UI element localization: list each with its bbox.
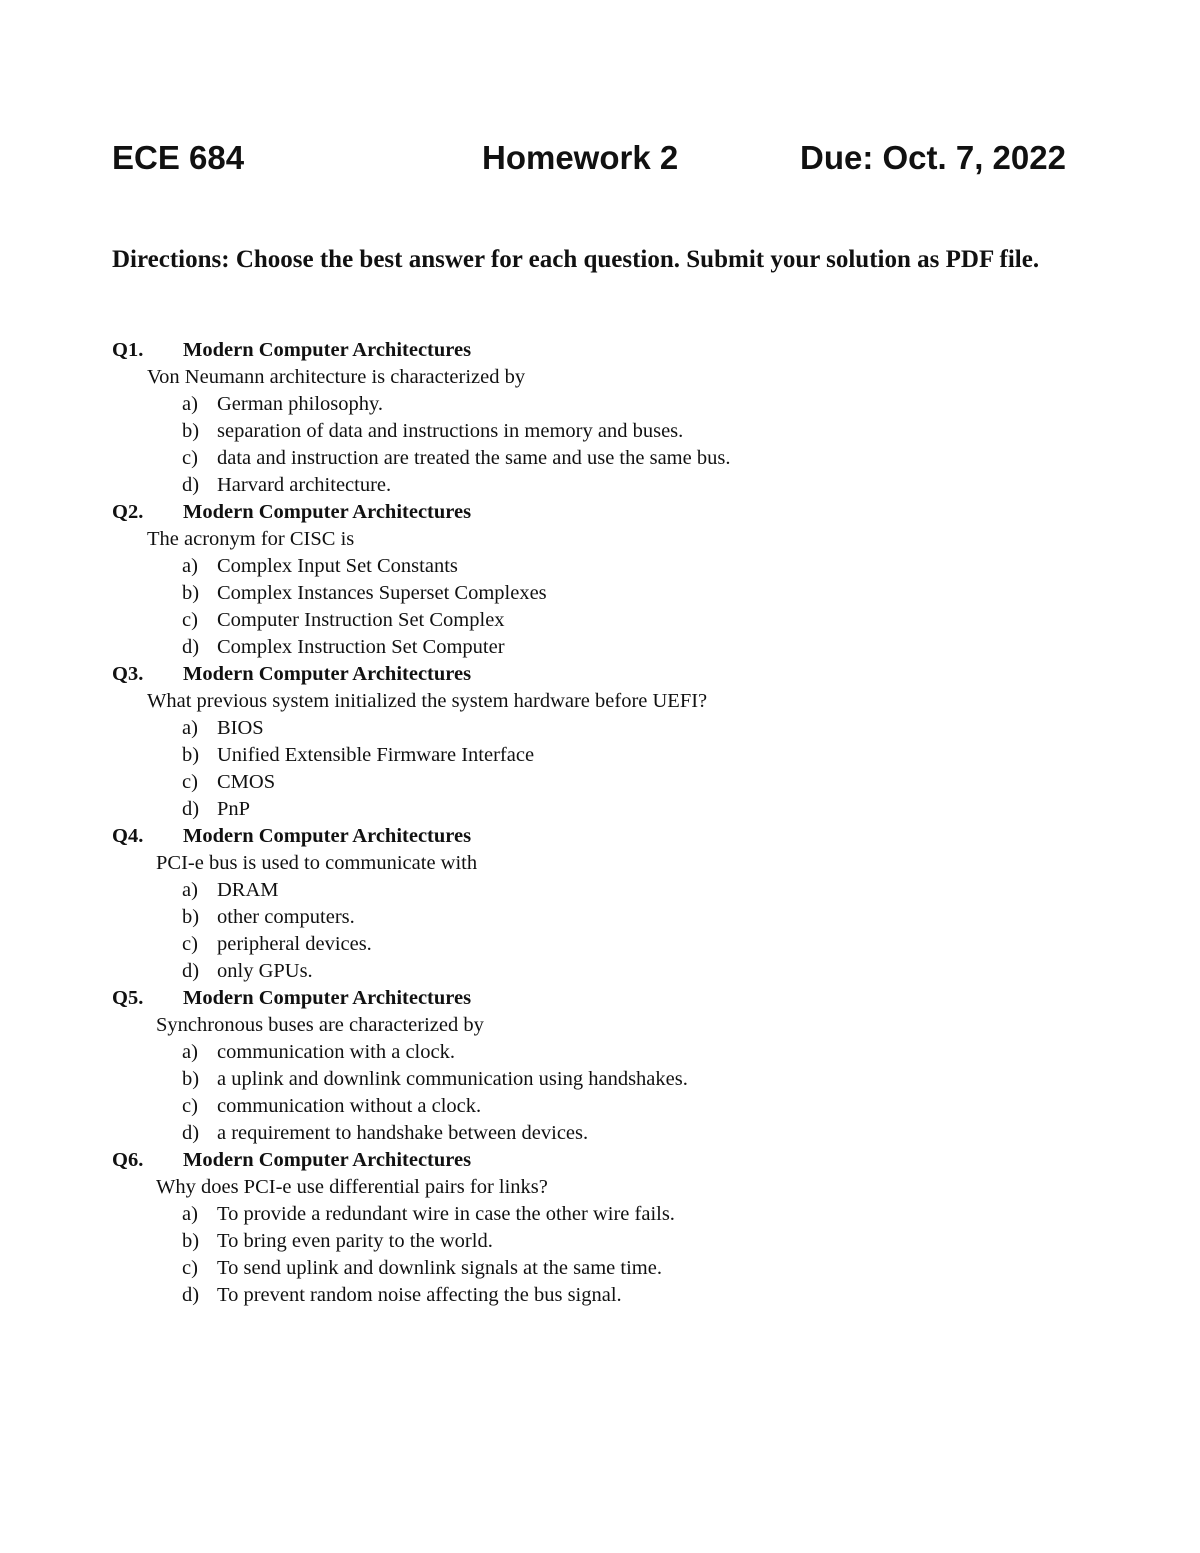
course-code: ECE 684 <box>112 139 245 176</box>
question-number: Q5. <box>112 987 144 1009</box>
option-letter: b) <box>182 1068 200 1090</box>
option-text: To send uplink and downlink signals at the same time. <box>217 1257 662 1279</box>
option-letter: c) <box>182 609 198 631</box>
answer-option <box>112 904 1092 931</box>
question-number: Q6. <box>112 1149 144 1171</box>
question-heading <box>112 499 1092 526</box>
answer-option <box>112 1255 1092 1282</box>
option-letter: a) <box>182 555 198 577</box>
question-heading <box>112 1147 1092 1174</box>
question-1 <box>112 337 1092 499</box>
option-text: To bring even parity to the world. <box>217 1230 493 1252</box>
option-text: BIOS <box>217 717 264 739</box>
question-topic: Modern Computer Architectures <box>183 339 472 361</box>
option-letter: b) <box>182 744 200 766</box>
answer-option <box>112 1066 1092 1093</box>
answer-option <box>112 1120 1092 1147</box>
document-header <box>112 134 1092 182</box>
answer-option <box>112 580 1092 607</box>
option-letter: d) <box>182 636 200 658</box>
answer-options <box>112 877 1092 985</box>
option-text: To provide a redundant wire in case the other wire fails. <box>217 1203 675 1225</box>
option-text: To prevent random noise affecting the bus signal. <box>217 1284 622 1306</box>
answer-option <box>112 607 1092 634</box>
answer-options <box>112 1201 1092 1309</box>
answer-option <box>112 1228 1092 1255</box>
option-letter: a) <box>182 393 198 415</box>
option-text: CMOS <box>217 771 276 793</box>
option-text: communication without a clock. <box>217 1095 482 1117</box>
question-3 <box>112 661 1092 823</box>
question-prompt: Why does PCI-e use differential pairs for links? <box>156 1176 548 1198</box>
answer-option <box>112 958 1092 985</box>
answer-option <box>112 634 1092 661</box>
question-topic: Modern Computer Architectures <box>183 1149 472 1171</box>
answer-options <box>112 1039 1092 1147</box>
option-letter: b) <box>182 1230 200 1252</box>
answer-option <box>112 418 1092 445</box>
option-text: data and instruction are treated the same and use the same bus. <box>217 447 731 469</box>
answer-option <box>112 742 1092 769</box>
question-topic: Modern Computer Architectures <box>183 663 472 685</box>
question-prompt: Synchronous buses are characterized by <box>156 1014 484 1036</box>
option-letter: b) <box>182 420 200 442</box>
option-letter: a) <box>182 1041 198 1063</box>
question-list <box>112 337 1092 1309</box>
answer-option <box>112 769 1092 796</box>
question-prompt: Von Neumann architecture is characterized by <box>147 366 526 388</box>
due-date: Due: Oct. 7, 2022 <box>800 139 1066 176</box>
option-text: Complex Input Set Constants <box>217 555 458 577</box>
option-text: Harvard architecture. <box>217 474 392 496</box>
option-letter: d) <box>182 960 200 982</box>
option-text: a requirement to handshake between devices. <box>217 1122 589 1144</box>
question-4 <box>112 823 1092 985</box>
answer-options <box>112 391 1092 499</box>
option-letter: d) <box>182 1122 200 1144</box>
answer-option <box>112 715 1092 742</box>
question-topic: Modern Computer Architectures <box>183 987 472 1009</box>
answer-option <box>112 1282 1092 1309</box>
option-letter: a) <box>182 1203 198 1225</box>
option-letter: d) <box>182 1284 200 1306</box>
option-text: communication with a clock. <box>217 1041 455 1063</box>
option-text: only GPUs. <box>217 960 313 982</box>
option-text: separation of data and instructions in memory and buses. <box>217 420 684 442</box>
option-letter: a) <box>182 717 198 739</box>
answer-option <box>112 1093 1092 1120</box>
question-prompt: The acronym for CISC is <box>147 528 355 550</box>
question-6 <box>112 1147 1092 1309</box>
answer-options <box>112 553 1092 661</box>
question-number: Q1. <box>112 339 144 361</box>
answer-option <box>112 1201 1092 1228</box>
option-letter: c) <box>182 447 198 469</box>
assignment-title: Homework 2 <box>482 139 679 176</box>
option-letter: c) <box>182 1257 198 1279</box>
option-letter: d) <box>182 474 200 496</box>
question-number: Q2. <box>112 501 144 523</box>
option-text: German philosophy. <box>217 393 384 415</box>
answer-option <box>112 1039 1092 1066</box>
question-heading <box>112 661 1092 688</box>
question-prompt: What previous system initialized the system hardware before UEFI? <box>147 690 708 712</box>
option-text: Complex Instances Superset Complexes <box>217 582 547 604</box>
option-letter: a) <box>182 879 198 901</box>
option-letter: b) <box>182 906 200 928</box>
answer-option <box>112 472 1092 499</box>
option-text: DRAM <box>217 879 279 901</box>
option-text: Unified Extensible Firmware Interface <box>217 744 535 766</box>
option-letter: c) <box>182 933 198 955</box>
answer-option <box>112 931 1092 958</box>
question-number: Q3. <box>112 663 144 685</box>
question-heading <box>112 985 1092 1012</box>
option-text: Complex Instruction Set Computer <box>217 636 505 658</box>
question-heading <box>112 823 1092 850</box>
answer-option <box>112 391 1092 418</box>
option-letter: b) <box>182 582 200 604</box>
question-prompt: PCI-e bus is used to communicate with <box>156 852 478 874</box>
directions-text: Directions: Choose the best answer for each question. Submit your solution as PDF file. <box>112 246 1040 273</box>
option-text: peripheral devices. <box>217 933 372 955</box>
answer-option <box>112 553 1092 580</box>
answer-option <box>112 877 1092 904</box>
option-text: a uplink and downlink communication using handshakes. <box>217 1068 688 1090</box>
question-2 <box>112 499 1092 661</box>
question-topic: Modern Computer Architectures <box>183 501 472 523</box>
question-number: Q4. <box>112 825 144 847</box>
question-topic: Modern Computer Architectures <box>183 825 472 847</box>
option-text: Computer Instruction Set Complex <box>217 609 505 631</box>
option-letter: c) <box>182 1095 198 1117</box>
question-5 <box>112 985 1092 1147</box>
question-heading <box>112 337 1092 364</box>
option-text: other computers. <box>217 906 355 928</box>
option-letter: d) <box>182 798 200 820</box>
answer-option <box>112 445 1092 472</box>
option-letter: c) <box>182 771 198 793</box>
answer-option <box>112 796 1092 823</box>
answer-options <box>112 715 1092 823</box>
option-text: PnP <box>217 798 251 820</box>
